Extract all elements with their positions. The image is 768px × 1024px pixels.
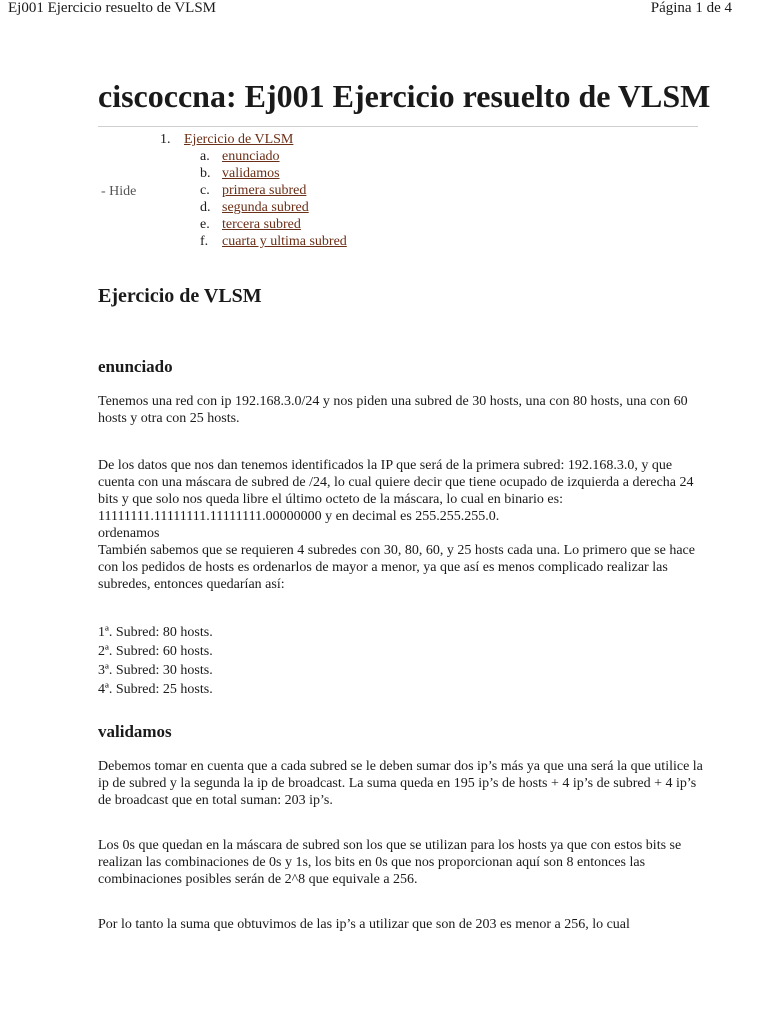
toc-subitem-letter: b. <box>200 166 211 181</box>
paragraph: Tenemos una red con ip 192.168.3.0/24 y nos piden una subred de 30 hosts, una con 80 hosts, una con 60 hosts y otra con 25 hosts. <box>98 394 688 426</box>
toc-link-cuarta-subred[interactable]: cuarta y ultima subred <box>222 234 347 249</box>
toc-hide-toggle[interactable]: - Hide <box>101 184 137 199</box>
page-number: Página 1 de 4 <box>650 0 732 16</box>
table-of-contents <box>160 131 347 250</box>
toc-link-tercera-subred[interactable]: tercera subred <box>222 217 301 232</box>
paragraph: Los 0s que quedan en la máscara de subred son los que se utilizan para los hosts ya que con estos bits se realizan las combinaciones de 0s y 1s, los bits en 0s que nos proporcionan aquí son 8 entonces las combinaciones posibles serán de 2^8 que equivale a 256. <box>98 838 682 887</box>
list-item: 2ª. Subred: 60 hosts. <box>98 644 213 659</box>
toc-subitem <box>200 165 347 182</box>
toc-subitem <box>200 199 347 216</box>
title-divider <box>98 126 698 127</box>
page-title: ciscoccna: Ej001 Ejercicio resuelto de VLSM <box>98 78 711 114</box>
paragraph: También sabemos que se requieren 4 subredes con 30, 80, 60, y 25 hosts cada una. Lo primero que se hace con los pedidos de hosts es ordenarlos de mayor a menor, ya que así es menos complicado realizar las subredes, entonces quedarían así: <box>98 543 695 592</box>
subsection-heading-validamos: validamos <box>98 722 172 741</box>
list-item: 3ª. Subred: 30 hosts. <box>98 663 213 678</box>
toc-item <box>160 131 347 148</box>
paragraph: Por lo tanto la suma que obtuvimos de las ip’s a utilizar que son de 203 es menor a 256, lo cual <box>98 917 630 932</box>
toc-subitem-letter: c. <box>200 183 210 198</box>
toc-subitem <box>200 148 347 165</box>
toc-link-enunciado[interactable]: enunciado <box>222 149 280 164</box>
list-item: 1ª. Subred: 80 hosts. <box>98 625 213 640</box>
toc-subitem <box>200 233 347 250</box>
section-heading: Ejercicio de VLSM <box>98 285 262 307</box>
article-body <box>98 285 703 933</box>
toc-link-primera-subred[interactable]: primera subred <box>222 183 307 198</box>
toc-subitem-letter: e. <box>200 217 210 232</box>
paragraph: Debemos tomar en cuenta que a cada subred se le deben sumar dos ip’s más ya que una será la que utilice la ip de subred y la segunda la ip de broadcast. La suma queda en 195 ip’s de hosts + 4 ip’s de subred + 4 ip’s de broadcast que en total suman: 203 ip’s. <box>98 759 703 808</box>
toc-link-segunda-subred[interactable]: segunda subred <box>222 200 309 215</box>
subnet-list <box>98 623 703 699</box>
toc-item-number: 1. <box>160 132 171 147</box>
toc-subitem-letter: a. <box>200 149 210 164</box>
toc-link-validamos[interactable]: validamos <box>222 166 280 181</box>
toc-subitem <box>200 182 347 199</box>
toc-subitem <box>200 216 347 233</box>
toc-link-ejercicio[interactable]: Ejercicio de VLSM <box>184 132 294 147</box>
subsection-heading-enunciado: enunciado <box>98 357 173 376</box>
document-name: Ej001 Ejercicio resuelto de VLSM <box>8 0 217 16</box>
paragraph: De los datos que nos dan tenemos identificados la IP que será de la primera subred: 192.168.3.0, y que cuenta con una máscara de subred de /24, lo cual quiere decir que tiene ocupado de izquierda a derecha 24 bits y que solo nos queda libre el último octeto de la máscara, lo cual en binario es: 11111111.11111111.11111111.00000000 y en decimal es 255.255.255.0. <box>98 458 694 524</box>
toc-subitem-letter: d. <box>200 200 211 215</box>
list-item: 4ª. Subred: 25 hosts. <box>98 682 213 697</box>
toc-subitem-letter: f. <box>200 234 209 249</box>
paragraph: ordenamos <box>98 526 160 541</box>
